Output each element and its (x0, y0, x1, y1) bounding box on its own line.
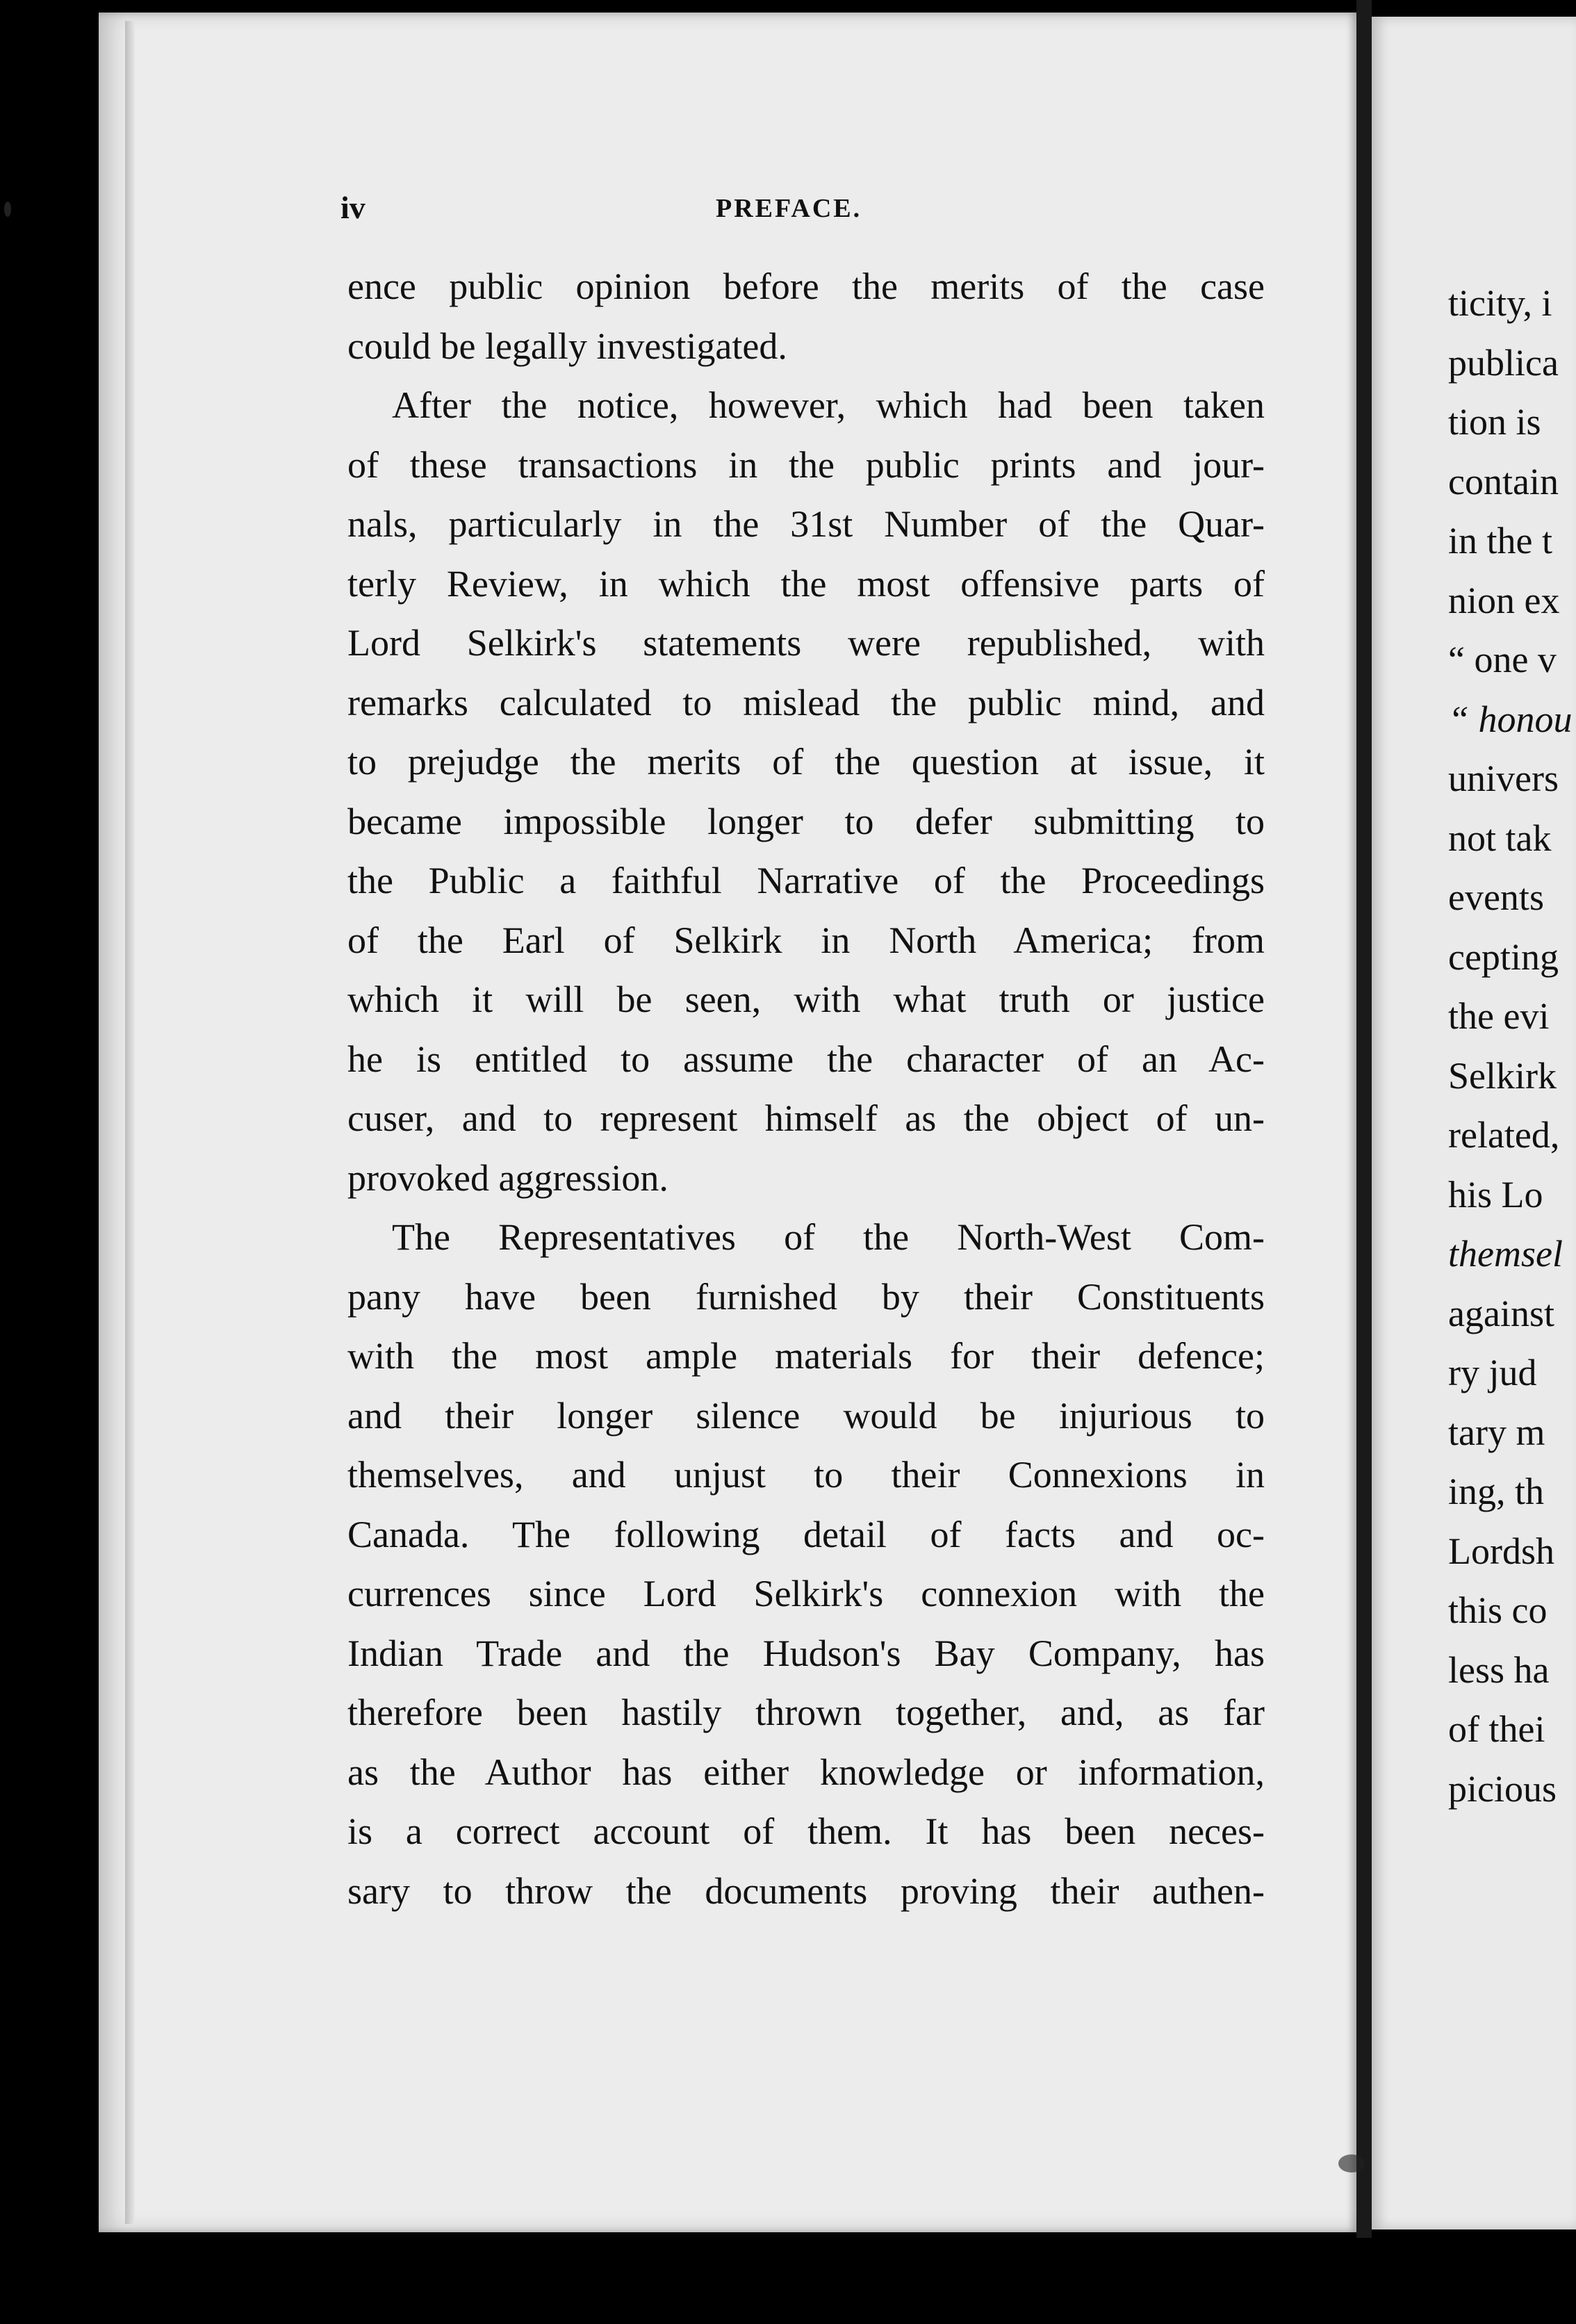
right-text-line: events (1448, 876, 1544, 918)
right-text-line: in the t (1448, 520, 1552, 562)
right-page-text (1448, 274, 1576, 1819)
book-gutter (1356, 0, 1372, 2238)
right-text-line: tion is (1448, 401, 1541, 443)
text-line: and their longer silence would be injurious to (347, 1394, 1265, 1437)
right-text-line: his Lo (1448, 1173, 1543, 1216)
right-text-line: the evi (1448, 995, 1550, 1037)
right-text-line: related, (1448, 1114, 1560, 1156)
right-text-line: univers (1448, 758, 1559, 799)
text-line: with the most ample materials for their defence; (347, 1335, 1265, 1377)
text-line: After the notice, however, which had been taken (392, 384, 1265, 426)
text-line: cuser, and to represent himself as the object of un- (347, 1097, 1265, 1139)
right-text-line: picious (1448, 1767, 1557, 1810)
right-text-line: Lordsh (1448, 1530, 1554, 1572)
ink-speck (4, 202, 11, 217)
right-text-line: contain (1448, 460, 1559, 502)
text-line: remarks calculated to mislead the public mind, and (347, 681, 1265, 723)
text-line: ence public opinion before the merits of the case (347, 265, 1265, 307)
text-line: Indian Trade and the Hudson's Bay Company, has (347, 1632, 1265, 1674)
text-line: which it will be seen, with what truth or justice (347, 979, 1265, 1020)
text-line: nals, particularly in the 31st Number of the Quar- (347, 503, 1265, 545)
right-text-line: “ one v (1448, 639, 1557, 680)
right-text-line: “ honou (1448, 698, 1573, 740)
text-line: The Representatives of the North-West Com- (392, 1216, 1265, 1258)
right-text-line: this co (1448, 1589, 1548, 1631)
text-line: Lord Selkirk's statements were republished, with (347, 622, 1265, 664)
text-line: to prejudge the merits of the question at issue, it (347, 741, 1265, 783)
right-text-line: cepting (1448, 935, 1559, 978)
right-text-line: themsel (1448, 1233, 1563, 1275)
text-line: could be legally investigated. (347, 325, 787, 367)
text-line: of these transactions in the public prints and jour- (347, 443, 1265, 486)
text-line: currences since Lord Selkirk's connexion with the (347, 1573, 1265, 1614)
right-page (1372, 17, 1576, 2229)
page-number: iv (340, 190, 366, 225)
text-line: became impossible longer to defer submitting to (347, 800, 1265, 842)
text-line: themselves, and unjust to their Connexions in (347, 1454, 1265, 1496)
text-line: pany have been furnished by their Constituents (347, 1275, 1265, 1318)
right-text-line: ing, th (1448, 1471, 1545, 1512)
text-line: terly Review, in which the most offensive parts of (347, 562, 1265, 605)
text-line: he is entitled to assume the character of an Ac- (347, 1038, 1265, 1080)
right-text-line: tary m (1448, 1411, 1545, 1453)
body-text (347, 257, 1265, 1921)
text-line: Canada. The following detail of facts and oc- (347, 1513, 1265, 1555)
right-text-line: ticity, i (1448, 282, 1552, 324)
text-line: the Public a faithful Narrative of the Proceedings (347, 860, 1265, 901)
text-line: is a correct account of them. It has been neces- (347, 1810, 1265, 1852)
right-text-line: not tak (1448, 817, 1552, 859)
text-line: provoked aggression. (347, 1156, 668, 1199)
page-edge (125, 21, 135, 2224)
text-line: therefore been hastily thrown together, and, as far (347, 1692, 1265, 1733)
right-text-line: publica (1448, 341, 1559, 384)
running-head (340, 189, 1258, 238)
right-text-line: Selkirk (1448, 1054, 1557, 1097)
text-line: as the Author has either knowledge or information, (347, 1751, 1265, 1793)
running-title: PREFACE. (716, 194, 862, 223)
ink-speck (1338, 2154, 1365, 2172)
right-text-line: ry jud (1448, 1352, 1537, 1393)
right-text-line: against (1448, 1292, 1554, 1334)
right-text-line: of thei (1448, 1708, 1545, 1750)
text-line: sary to throw the documents proving their authen- (347, 1869, 1265, 1912)
text-line: of the Earl of Selkirk in North America; from (347, 919, 1265, 961)
right-text-line: less ha (1448, 1648, 1550, 1691)
right-text-line: nion ex (1448, 579, 1560, 621)
